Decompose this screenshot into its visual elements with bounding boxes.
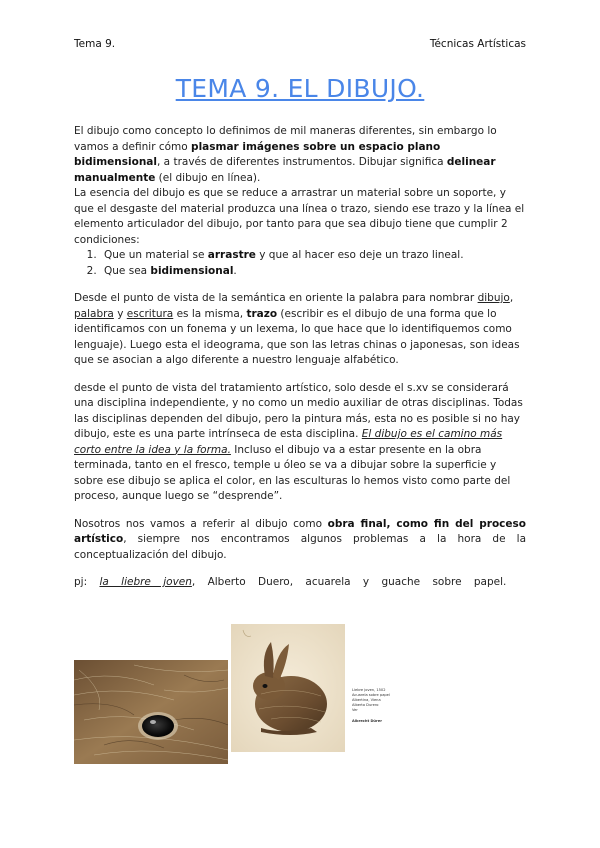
header-left: Tema 9. bbox=[74, 38, 116, 50]
image-caption: Liebre joven, 1502 Acuarela sobre papel Albertina, Viena Alberto Durero Ver Albrecht Dürer bbox=[352, 688, 390, 723]
paragraph-artistic: desde el punto de vista del tratamiento artístico, solo desde el s.xv se considerará una disciplina independiente, y no como un medio auxiliar de otras disciplinas. Todas las disciplinas dependen del dibujo, pero la pintura más, esta no es posible si no hay dibujo, este es una parte intrínseca de esta disciplina. El dibujo es el camino más corto entre la idea y la forma. Incluso el dibujo va a estar presente en la obra terminada, tanto en el fresco, temple u óleo se va a dibujar sobre la superficie y sobre ese dibujo se aplica el color, en las esculturas lo hemos visto como parte del proceso, aunque luego se “desprende”. bbox=[74, 381, 523, 502]
paragraph-example: pj: la liebre joven, Alberto Duero, acuarela y guache sobre papel. bbox=[74, 576, 507, 588]
paragraph-final-work: Nosotros nos vamos a referir al dibujo como obra final, como fin del proceso artístico, siempre nos encontramos algunos problemas a la hora de la conceptualización del dibujo. bbox=[74, 517, 526, 561]
list-item: 1. Que un material se arrastre y que al hacer eso deje un trazo lineal. bbox=[100, 248, 526, 264]
document-body bbox=[74, 124, 526, 591]
hare-eye-detail-image bbox=[74, 660, 228, 764]
example-images bbox=[74, 624, 454, 764]
page-title: TEMA 9. EL DIBUJO. bbox=[175, 74, 425, 103]
paragraph-definition: El dibujo como concepto lo definimos de mil maneras diferentes, sin embargo lo vamos a definir cómo plasmar imágenes sobre un espacio plano bidimensional, a través de diferentes instrumentos. Dibujar significa delinear manualmente (el dibujo en línea). bbox=[74, 125, 497, 184]
header-right: Técnicas Artísticas bbox=[429, 38, 526, 50]
paragraph-semantics: Desde el punto de vista de la semántica en oriente la palabra para nombrar dibujo, palabra y escritura es la misma, trazo (escribir es el dibujo de una forma que lo identificamos con un fonema y un lexema, lo que hace que lo identifiquemos como lenguaje). Luego esta el ideograma, que son las letras chinas o japonesas, son ideas que se asocian a algo diferente a nuestro lenguaje alfabético. bbox=[74, 292, 520, 366]
paragraph-essence: La esencia del dibujo es que se reduce a arrastrar un material sobre un soporte, y que el desgaste del material produzca una línea o trazo, siendo ese trazo y la línea el elemento articulador del dibujo, por tanto para que sea dibujo tiene que cumplir 2 condiciones: bbox=[74, 187, 525, 246]
young-hare-painting-image bbox=[231, 624, 345, 752]
list-item: 2. Que sea bidimensional. bbox=[100, 264, 526, 280]
conditions-list bbox=[74, 248, 526, 279]
